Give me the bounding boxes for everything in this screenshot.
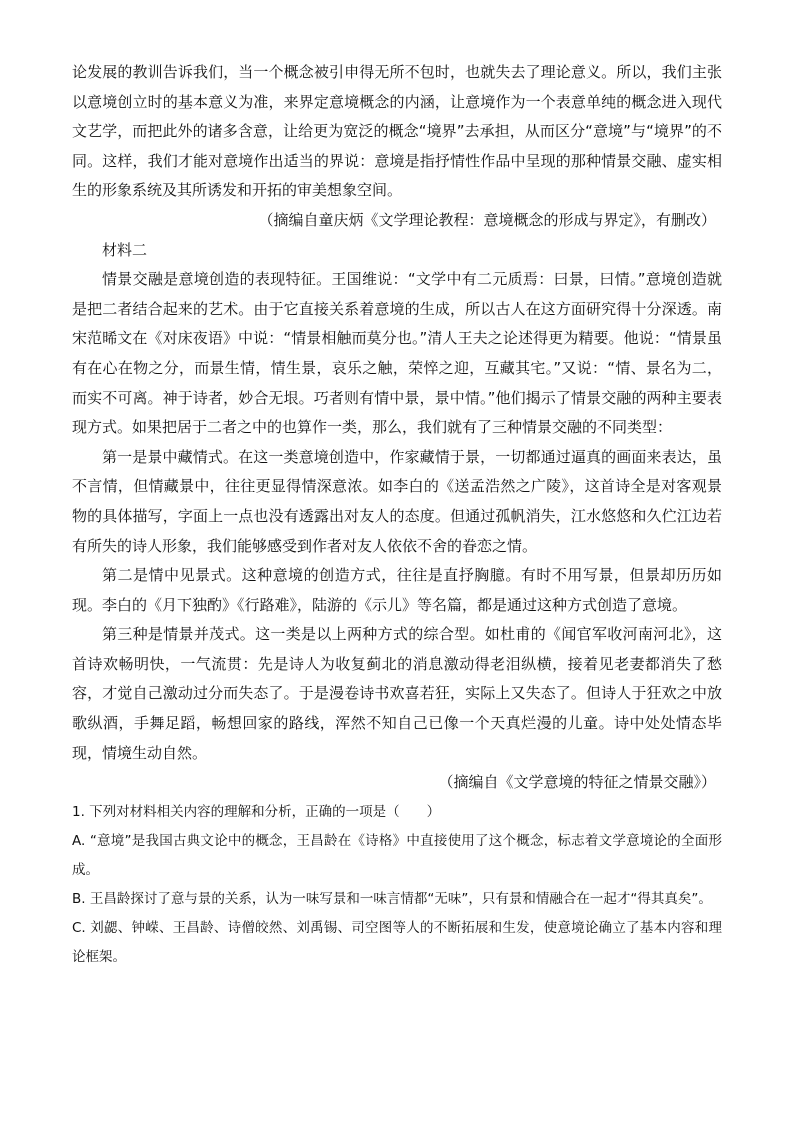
material2-paragraph: 情景交融是意境创造的表现特征。王国维说：“文学中有二元质焉：曰景，曰情。”意境创造就是把二者结合起来的艺术。由于它直接关系着意境的生成，所以古人在这方面研究得十分深透。南宋范晞文在《对床夜语》中说：“情景相触而莫分也。”清人王夫之论述得更为精要。他说：“情景虽有在心在物之分，而景生情，情生景，哀乐之触，荣悴之迎，互藏其宅。”又说：“情、景名为二，而实不可离。神于诗者，妙合无垠。巧者则有情中景，景中情。”他们揭示了情景交融的两种主要表现方式。如果把居于二者之中的也算作一类，那么，我们就有了三种情景交融的不同类型： (72, 270, 722, 437)
material1-continuation: 论发展的教训告诉我们，当一个概念被引申得无所不包时，也就失去了理论意义。所以，我们主张以意境创立时的基本意义为准，来界定意境概念的内涵，让意境作为一个表意单纯的概念进入现代文艺学，而把此外的诸多含意，让给更为宽泛的概念“境界”去承担，从而区分“意境”与“境界”的不同。这样，我们才能对意境作出适当的界说：意境是指抒情性作品中呈现的那种情景交融、虚实相生的形象系统及其所诱发和开拓的审美想象空间。 (72, 63, 722, 200)
material2-title: 材料二 (102, 240, 148, 259)
question-1-option-a: A. “意境”是我国古典文论中的概念，王昌龄在《诗格》中直接使用了这个概念，标志着文学意境论的全面形成。 (72, 832, 722, 878)
question-1-stem: 1. 下列对材料相关内容的理解和分析，正确的一项是（ ） (72, 803, 441, 820)
material2-paragraph: 第二是情中见景式。这种意境的创造方式，往往是直抒胸臆。有时不用写景，但景却历历如现。李白的《月下独酌》《行路难》，陆游的《示儿》等名篇，都是通过这种方式创造了意境。 (72, 566, 722, 614)
material2-paragraph: 第一是景中藏情式。在这一类意境创造中，作家藏情于景，一切都通过逼真的画面来表达，虽不言情，但情藏景中，往往更显得情深意浓。如李白的《送孟浩然之广陵》，这首诗全是对客观景物的具体描写，字面上一点也没有透露出对友人的态度。但通过孤帆消失，江水悠悠和久伫江边若有所失的诗人形象，我们能够感受到作者对友人依依不舍的眷恋之情。 (72, 447, 722, 555)
material2-paragraph: 第三种是情景并茂式。这一类是以上两种方式的综合型。如杜甫的《闻官军收河南河北》，这首诗欢畅明快，一气流贯：先是诗人为收复蓟北的消息激动得老泪纵横，接着见老妻都消失了愁容，才觉自己激动过分而失态了。于是漫卷诗书欢喜若狂，实际上又失态了。但诗人于狂欢之中放歌纵酒，手舞足蹈，畅想回家的路线，浑然不知自己已像一个天真烂漫的儿童。诗中处处情态毕现，情境生动自然。 (72, 625, 722, 762)
document-page (72, 58, 722, 972)
material1-source: （摘编自童庆炳《文学理论教程：意境概念的形成与界定》，有删改） (258, 210, 716, 229)
question-1-option-b: B. 王昌龄探讨了意与景的关系，认为一味写景和一味言情都“无味”，只有景和情融合在一起才“得其真矣”。 (72, 890, 712, 907)
question-1-option-c: C. 刘勰、钟嵘、王昌龄、诗僧皎然、刘禹锡、司空图等人的不断拓展和生发，使意境论确立了基本内容和理论框架。 (72, 919, 722, 965)
material2-source: （摘编自《文学意境的特征之情景交融》） (438, 773, 716, 792)
